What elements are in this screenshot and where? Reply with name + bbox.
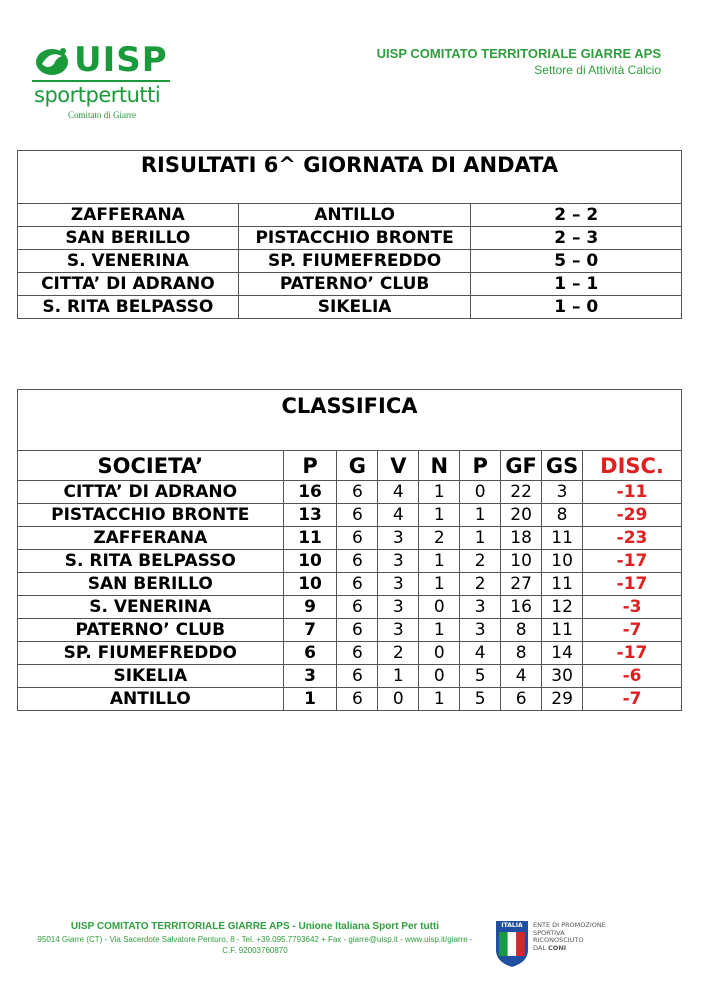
logo-brand: UISP xyxy=(74,40,168,80)
standing-draws: 2 xyxy=(419,527,460,550)
results-title: RISULTATI 6^ GIORNATA DI ANDATA xyxy=(18,151,682,204)
standing-team: PISTACCHIO BRONTE xyxy=(18,504,284,527)
col-goals-for: GF xyxy=(501,451,542,481)
standing-wins: 4 xyxy=(378,481,419,504)
standing-goals-for: 10 xyxy=(501,550,542,573)
coni-line-3: RICONOSCIUTO xyxy=(533,936,584,944)
standing-goals-for: 16 xyxy=(501,596,542,619)
standing-goals-for: 20 xyxy=(501,504,542,527)
standing-points: 16 xyxy=(283,481,337,504)
standing-losses: 5 xyxy=(460,688,501,711)
standing-row xyxy=(18,573,682,596)
standing-losses: 4 xyxy=(460,642,501,665)
standing-goals-against: 30 xyxy=(542,665,583,688)
standing-wins: 3 xyxy=(378,573,419,596)
match-score: 1 – 1 xyxy=(471,273,682,296)
standing-discipline: -7 xyxy=(583,688,682,711)
standing-team: ANTILLO xyxy=(18,688,284,711)
standings-table xyxy=(17,389,682,711)
standing-discipline: -3 xyxy=(583,596,682,619)
col-goals-against: GS xyxy=(542,451,583,481)
standing-wins: 2 xyxy=(378,642,419,665)
standing-wins: 3 xyxy=(378,619,419,642)
standing-goals-against: 3 xyxy=(542,481,583,504)
standing-played: 6 xyxy=(337,504,378,527)
standing-played: 6 xyxy=(337,596,378,619)
match-home-team: SAN BERILLO xyxy=(18,227,239,250)
match-score: 5 – 0 xyxy=(471,250,682,273)
standing-row xyxy=(18,665,682,688)
standing-discipline: -6 xyxy=(583,665,682,688)
standing-team: CITTA’ DI ADRANO xyxy=(18,481,284,504)
standing-goals-for: 18 xyxy=(501,527,542,550)
standing-goals-against: 11 xyxy=(542,573,583,596)
standing-draws: 0 xyxy=(419,596,460,619)
standing-played: 6 xyxy=(337,619,378,642)
standing-goals-against: 11 xyxy=(542,619,583,642)
standing-team: S. RITA BELPASSO xyxy=(18,550,284,573)
standing-row xyxy=(18,504,682,527)
standing-points: 10 xyxy=(283,573,337,596)
coni-text xyxy=(533,922,606,952)
col-played: G xyxy=(337,451,378,481)
coni-line-4b: CONI xyxy=(548,943,567,952)
col-wins: V xyxy=(378,451,419,481)
standing-draws: 1 xyxy=(419,688,460,711)
match-home-team: CITTA’ DI ADRANO xyxy=(18,273,239,296)
standing-losses: 1 xyxy=(460,527,501,550)
standing-played: 6 xyxy=(337,527,378,550)
standing-played: 6 xyxy=(337,481,378,504)
coni-badge-label: ITALIA xyxy=(501,922,523,929)
standing-wins: 0 xyxy=(378,688,419,711)
standing-team: SAN BERILLO xyxy=(18,573,284,596)
standing-draws: 1 xyxy=(419,504,460,527)
standing-points: 9 xyxy=(283,596,337,619)
standing-points: 13 xyxy=(283,504,337,527)
match-away-team: SP. FIUMEFREDDO xyxy=(238,250,471,273)
standing-discipline: -17 xyxy=(583,573,682,596)
standing-goals-against: 14 xyxy=(542,642,583,665)
standing-wins: 3 xyxy=(378,550,419,573)
standing-played: 6 xyxy=(337,573,378,596)
org-name: UISP COMITATO TERRITORIALE GIARRE APS xyxy=(376,46,661,61)
col-points: P xyxy=(283,451,337,481)
standing-draws: 1 xyxy=(419,619,460,642)
standing-points: 11 xyxy=(283,527,337,550)
standing-losses: 2 xyxy=(460,573,501,596)
standings-header-row xyxy=(18,451,682,481)
match-home-team: S. VENERINA xyxy=(18,250,239,273)
match-row xyxy=(18,296,682,319)
org-sector: Settore di Attività Calcio xyxy=(534,63,661,77)
standing-team: S. VENERINA xyxy=(18,596,284,619)
org-heading xyxy=(377,46,661,79)
standing-row xyxy=(18,550,682,573)
footer-tax-code: C.F. 92003760870 xyxy=(222,946,288,955)
match-score: 2 – 3 xyxy=(471,227,682,250)
match-home-team: S. RITA BELPASSO xyxy=(18,296,239,319)
col-discipline: DISC. xyxy=(583,451,682,481)
standing-losses: 3 xyxy=(460,619,501,642)
standing-row xyxy=(18,481,682,504)
logo-top-row xyxy=(32,40,182,80)
standing-wins: 3 xyxy=(378,527,419,550)
coni-line-2: SPORTIVA xyxy=(533,928,565,937)
match-away-team: SIKELIA xyxy=(238,296,471,319)
col-draws: N xyxy=(419,451,460,481)
standing-team: SP. FIUMEFREDDO xyxy=(18,642,284,665)
standing-discipline: -17 xyxy=(583,550,682,573)
standing-points: 1 xyxy=(283,688,337,711)
standing-goals-for: 8 xyxy=(501,642,542,665)
match-row xyxy=(18,227,682,250)
standing-row xyxy=(18,596,682,619)
standing-wins: 4 xyxy=(378,504,419,527)
standing-goals-for: 27 xyxy=(501,573,542,596)
footer-org: UISP COMITATO TERRITORIALE GIARRE APS - Unione Italiana Sport Per tutti xyxy=(70,921,440,932)
standing-discipline: -7 xyxy=(583,619,682,642)
standing-losses: 3 xyxy=(460,596,501,619)
standing-points: 10 xyxy=(283,550,337,573)
uisp-logo xyxy=(32,40,182,130)
standing-goals-for: 4 xyxy=(501,665,542,688)
match-away-team: ANTILLO xyxy=(238,204,471,227)
standing-draws: 1 xyxy=(419,481,460,504)
standing-goals-against: 10 xyxy=(542,550,583,573)
standing-draws: 0 xyxy=(419,642,460,665)
standing-losses: 1 xyxy=(460,504,501,527)
standing-played: 6 xyxy=(337,550,378,573)
match-away-team: PATERNO’ CLUB xyxy=(238,273,471,296)
match-score: 2 – 2 xyxy=(471,204,682,227)
standing-draws: 1 xyxy=(419,550,460,573)
standing-discipline: -11 xyxy=(583,481,682,504)
standing-draws: 0 xyxy=(419,665,460,688)
match-home-team: ZAFFERANA xyxy=(18,204,239,227)
standing-draws: 1 xyxy=(419,573,460,596)
standing-losses: 5 xyxy=(460,665,501,688)
match-row xyxy=(18,204,682,227)
coni-recognition xyxy=(495,920,625,970)
col-losses: P xyxy=(460,451,501,481)
logo-tagline: sportpertutti xyxy=(34,83,161,107)
standing-row xyxy=(18,619,682,642)
standing-goals-against: 11 xyxy=(542,527,583,550)
col-team: SOCIETA’ xyxy=(18,451,284,481)
standing-played: 6 xyxy=(337,642,378,665)
match-row xyxy=(18,250,682,273)
coni-line-4a: DAL xyxy=(533,943,549,952)
standing-points: 3 xyxy=(283,665,337,688)
standing-losses: 0 xyxy=(460,481,501,504)
standing-wins: 1 xyxy=(378,665,419,688)
standing-goals-against: 29 xyxy=(542,688,583,711)
match-row xyxy=(18,273,682,296)
standing-row xyxy=(18,527,682,550)
runner-icon xyxy=(32,44,72,78)
standing-losses: 2 xyxy=(460,550,501,573)
standing-goals-for: 8 xyxy=(501,619,542,642)
standing-points: 6 xyxy=(283,642,337,665)
standings-title: CLASSIFICA xyxy=(18,390,682,451)
logo-subtitle: Comitato di Giarre xyxy=(68,110,136,120)
standing-discipline: -17 xyxy=(583,642,682,665)
standing-team: PATERNO’ CLUB xyxy=(18,619,284,642)
standing-team: SIKELIA xyxy=(18,665,284,688)
standing-played: 6 xyxy=(337,665,378,688)
standing-team: ZAFFERANA xyxy=(18,527,284,550)
footer-address: 95014 Giarre (CT) - Via Sacerdote Salvatore Penturo, 8 - Tel. +39.095.7793642 + Fax - giarre@uisp.it - www.uisp.it/giarre - xyxy=(37,935,473,944)
standing-points: 7 xyxy=(283,619,337,642)
standing-played: 6 xyxy=(337,688,378,711)
standing-wins: 3 xyxy=(378,596,419,619)
match-away-team: PISTACCHIO BRONTE xyxy=(238,227,471,250)
results-table xyxy=(17,150,682,319)
standing-goals-against: 12 xyxy=(542,596,583,619)
standing-discipline: -29 xyxy=(583,504,682,527)
coni-line-1: ENTE DI PROMOZIONE xyxy=(533,921,606,929)
coni-line-4 xyxy=(533,945,606,953)
standing-row xyxy=(18,688,682,711)
standing-goals-for: 6 xyxy=(501,688,542,711)
match-score: 1 – 0 xyxy=(471,296,682,319)
standing-row xyxy=(18,642,682,665)
standing-discipline: -23 xyxy=(583,527,682,550)
footer xyxy=(30,920,480,956)
standing-goals-for: 22 xyxy=(501,481,542,504)
standing-goals-against: 8 xyxy=(542,504,583,527)
